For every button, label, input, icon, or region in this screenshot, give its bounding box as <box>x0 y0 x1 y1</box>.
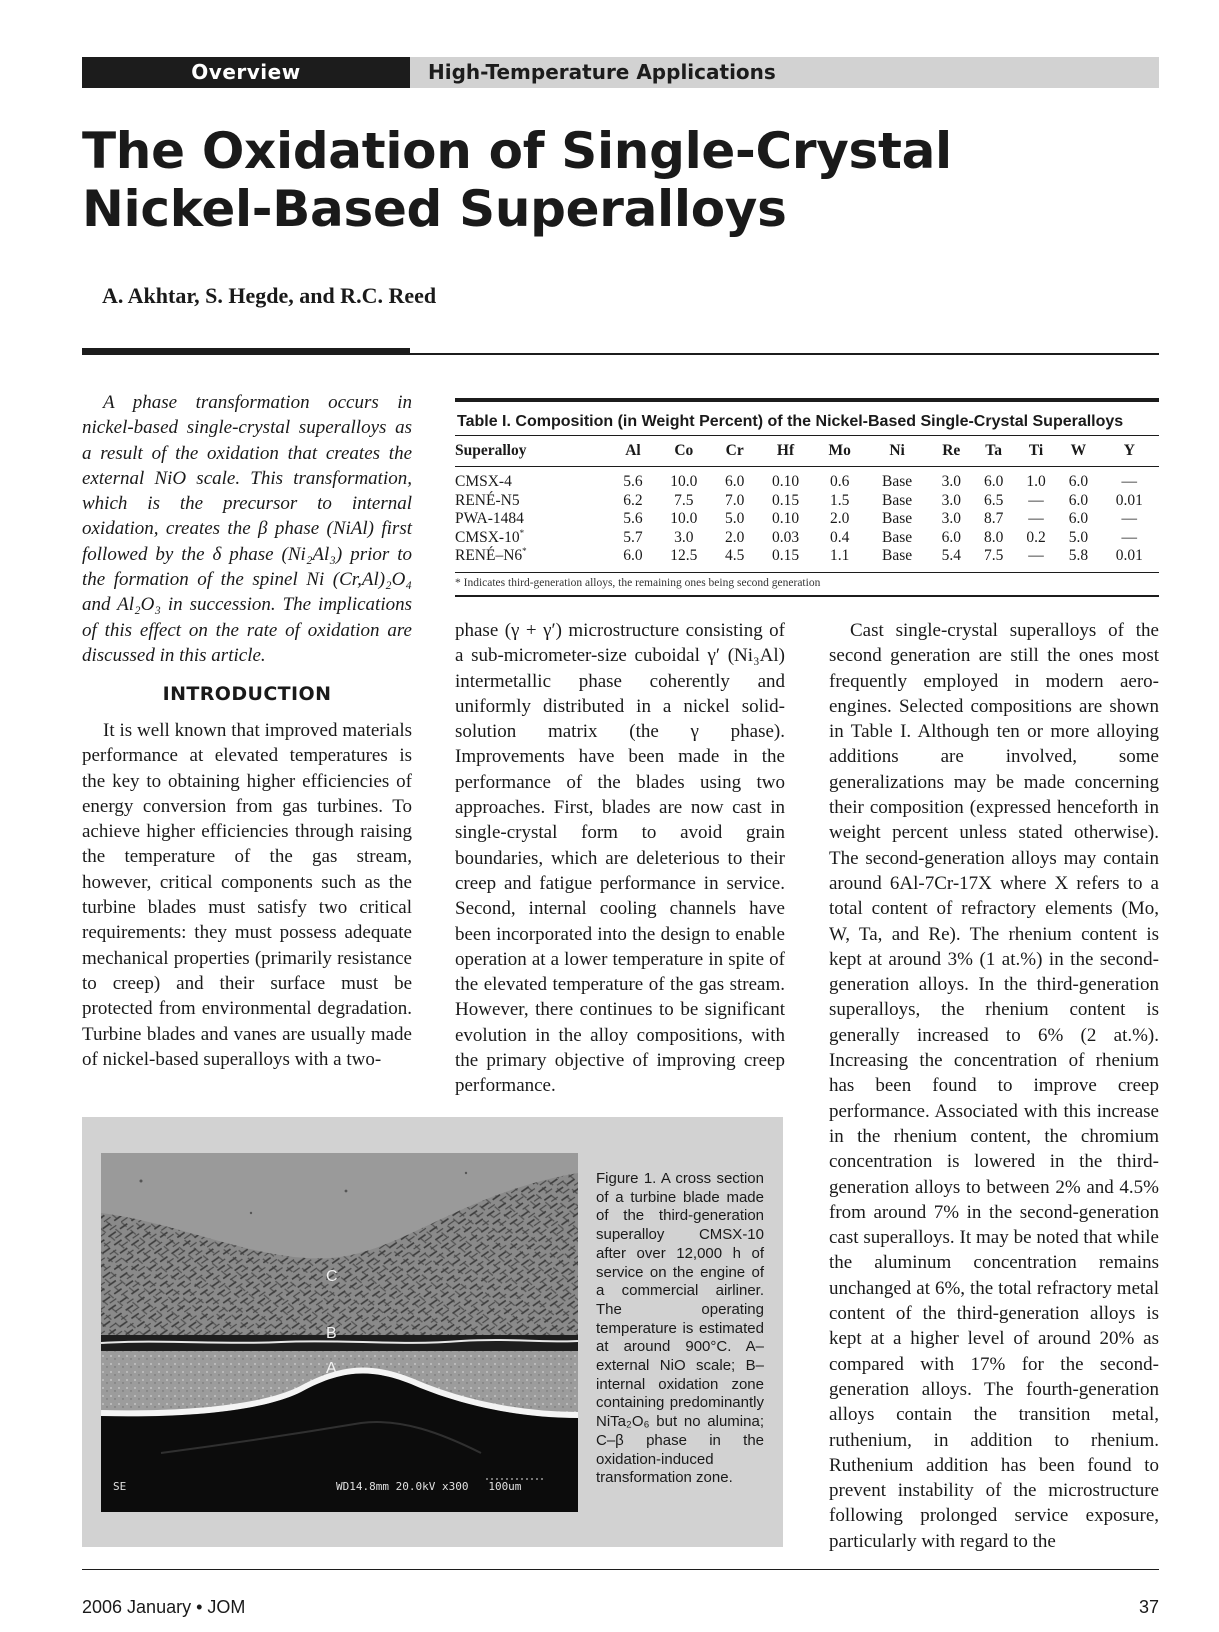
table-cell: Base <box>882 528 913 546</box>
table-cell: 0.2 <box>1026 528 1046 546</box>
alloy-name-text: CMSX-4 <box>455 473 512 490</box>
table-cell: — <box>1028 547 1044 564</box>
table-body <box>455 467 1159 572</box>
section-label: Overview <box>191 60 301 84</box>
table-cell: 5.7 <box>623 528 643 546</box>
figure-caption: Figure 1. A cross section of a turbine blade made of the third-generation superalloy CMSX-10 after over 12,000 h of service on the engine of a commercial airliner. The operating temperature is estimated at around 900°C. A–external NiO scale; B–internal oxidation zone containing predominantly NiTa₂O₆ but no alumina; C–β phase in the oxidation-induced transformation zone. <box>596 1170 764 1487</box>
paragraph-continued: phase (γ + γ′) microstructure consisting of a sub-micrometer-size cuboidal γ′ (Ni₃Al) intermetallic phase coherently and uniformly distributed in a nickel solid-solution matrix (the γ phase). Improvements have been made in the performance of the blades using two approaches. First, blades are now cast in single-crystal form to avoid grain boundaries, which are deleterious to their creep and fatigue performance in service. Second, internal cooling channels have been incorporated into the design to enable operation at a lower temperature in spite of the elevated temperature of the gas stream. However, there continues to be significant evolution in the alloy compositions, with the primary objective of improving creep performance. <box>455 620 785 1097</box>
alloy-name <box>455 529 612 548</box>
divider-thin <box>410 353 1159 355</box>
body-column-2 <box>455 618 785 1099</box>
table-row <box>455 510 1159 529</box>
table-cell: 5.8 <box>1068 547 1089 564</box>
authors: A. Akhtar, S. Hegde, and R.C. Reed <box>102 283 437 308</box>
alloy-name-text: RENÉ–N6 <box>455 547 523 564</box>
body-column-1 <box>82 718 412 1072</box>
title-line-1: The Oxidation of Single-Crystal <box>82 122 952 180</box>
abstract-text: A phase transformation occurs in nickel-based single-crystal superalloys as a result of the oxidation that creates the external NiO scale. This transformation, which is the precursor to internal oxidation, creates the β phase (NiAl) first followed by the δ phase (Ni₂Al₃) prior to the formation of the spinel Ni (Cr,Al)₂O₄ and Al₂O₃ in succession. The implications of this effect on the rate of oxidation are discussed in this article. <box>82 392 412 666</box>
zone-label-a: A <box>326 1360 337 1377</box>
column-header: Mo <box>815 436 864 467</box>
column-header: Al <box>612 436 654 467</box>
table-cell: 6.0 <box>724 473 745 490</box>
table-cell: 0.03 <box>771 528 800 546</box>
table-cell: 5.0 <box>724 510 745 527</box>
body-column-3 <box>829 618 1159 1554</box>
table-cell: 6.0 <box>1068 491 1089 509</box>
column-header: Re <box>930 436 972 467</box>
sem-mode: SE <box>113 1480 127 1493</box>
table-cell: 0.4 <box>829 528 850 546</box>
table-cell: 6.0 <box>1068 473 1089 490</box>
table-cell: 10.0 <box>670 473 698 490</box>
paragraph-intro: It is well known that improved materials performance at elevated temperatures is the key to obtaining higher efficiencies of energy conversion from gas turbines. To achieve higher efficiencies through raising the temperature of the gas stream, however, critical components such as the turbine blades must satisfy two critical requirements: they must possess adequate mechanical properties (primarily resistance to creep) and their surface must be protected from environmental degradation. Turbine blades and vanes are usually made of nickel-based superalloys with a two- <box>82 720 412 1070</box>
column-header: Y <box>1100 436 1159 467</box>
alloy-name-text: CMSX-10 <box>455 528 520 546</box>
sem-micrograph <box>101 1153 578 1512</box>
table-row <box>455 467 1159 492</box>
table-cell: 5.6 <box>623 510 643 527</box>
alloy-name-text: RENÉ-N5 <box>455 491 520 509</box>
table-cell: — <box>1028 510 1044 527</box>
table-cell: 0.15 <box>771 491 800 509</box>
third-gen-marker: * <box>519 527 525 538</box>
table-cell: 2.0 <box>829 510 850 527</box>
table-row <box>455 492 1159 511</box>
divider-thick <box>82 348 410 355</box>
table-cell: 3.0 <box>941 510 961 527</box>
alloy-name <box>455 547 612 572</box>
table-cell: 5.0 <box>1068 528 1089 546</box>
table-cell: — <box>1121 528 1138 546</box>
table-cell: 1.0 <box>1026 473 1046 490</box>
column-header: Co <box>654 436 713 467</box>
table-cell: 0.15 <box>771 547 800 564</box>
table-cell: Base <box>882 473 913 490</box>
alloy-name <box>455 510 612 529</box>
footer-rule <box>82 1569 1159 1570</box>
table-cell: 3.0 <box>941 473 961 490</box>
section-heading-introduction: INTRODUCTION <box>162 683 332 705</box>
table-cell: — <box>1121 510 1138 527</box>
table-cell: 3.0 <box>674 528 694 546</box>
table-cell: 0.10 <box>771 473 800 490</box>
table-cell: Base <box>882 510 913 527</box>
table-cell: 2.0 <box>724 528 745 546</box>
column-header: Cr <box>713 436 755 467</box>
table-cell: 0.10 <box>771 510 800 527</box>
sem-parameters: WD14.8mm 20.0kV x300 100um <box>336 1480 522 1493</box>
table-cell: 7.0 <box>724 491 745 509</box>
zone-label-b: B <box>326 1325 337 1342</box>
table-cell: 6.0 <box>983 473 1004 490</box>
table-cell: 7.5 <box>983 547 1004 564</box>
table-header-row <box>455 436 1159 467</box>
table-cell: 8.7 <box>983 510 1004 527</box>
journal-issue: 2006 January • JOM <box>82 1597 246 1617</box>
column-header: Ti <box>1015 436 1057 467</box>
table-cell: 12.5 <box>670 547 698 564</box>
composition-data <box>455 436 1159 572</box>
article-title <box>82 122 1152 238</box>
table-cell: 6.0 <box>623 547 643 564</box>
table-cell: 1.1 <box>829 547 850 564</box>
table-cell: 5.4 <box>941 547 961 564</box>
composition-table <box>455 398 1159 597</box>
abstract <box>82 390 412 668</box>
table-cell: Base <box>882 491 913 509</box>
zone-label-c: C <box>326 1268 338 1285</box>
column-header: Superalloy <box>455 436 612 467</box>
table-cell: 10.0 <box>670 510 698 527</box>
table-cell: 5.6 <box>623 473 643 490</box>
table-cell: 0.6 <box>829 473 850 490</box>
table-cell: 1.5 <box>829 491 850 509</box>
category-bar <box>410 57 1159 88</box>
table-cell: 6.2 <box>623 491 643 509</box>
table-cell: Base <box>882 547 913 564</box>
column-header: Ni <box>864 436 930 467</box>
third-gen-marker: * <box>522 545 527 556</box>
table-row <box>455 529 1159 548</box>
section-tab <box>82 57 410 88</box>
table-bottom-rule <box>455 595 1159 597</box>
table-cell: 6.0 <box>941 528 961 546</box>
table-cell: 0.01 <box>1115 547 1143 564</box>
table-cell: 0.01 <box>1115 491 1143 509</box>
table-cell: 7.5 <box>674 491 694 509</box>
table-row <box>455 547 1159 572</box>
page-number: 37 <box>1138 1597 1159 1617</box>
table-cell: — <box>1121 473 1138 490</box>
table-cell: 4.5 <box>724 547 745 564</box>
table-footnote: * Indicates third-generation alloys, the remaining ones being second generation <box>455 572 1159 595</box>
table-cell: — <box>1028 491 1044 509</box>
column-header: W <box>1057 436 1099 467</box>
column-header: Ta <box>972 436 1014 467</box>
table-title: Table I. Composition (in Weight Percent) of the Nickel-Based Single-Crystal Superalloys <box>457 413 1124 430</box>
category-label: High-Temperature Applications <box>428 60 776 84</box>
table-cell: 6.5 <box>983 491 1004 509</box>
column-header: Hf <box>756 436 815 467</box>
alloy-name <box>455 492 612 511</box>
table-cell: 3.0 <box>941 491 961 509</box>
title-line-2: Nickel-Based Superalloys <box>82 180 787 238</box>
table-cell: 6.0 <box>1068 510 1089 527</box>
table-cell: 8.0 <box>983 528 1004 546</box>
paragraph-compositions: Cast single-crystal superalloys of the second generation are still the ones most frequently employed in modern aero-engines. Selected compositions are shown in Table I. Although ten or more alloying additions are involved, some generalizations may be made concerning their composition (expressed henceforth in weight percent unless stated otherwise). The second-generation alloys may contain around 6Al-7Cr-17X where X refers to a total content of refractory elements (Mo, W, Ta, and Re). The rhenium content is kept at around 3% (1 at.%) in the second-generation alloys. In the third-generation superalloys, the rhenium content is generally increased to 6% (2 at.%). Increasing the concentration of rhenium has been found to improve creep performance. Associated with this increase in the rhenium content, the chromium concentration is lowered in the third-generation alloys to between 2% and 4.5% from around 7% in the second-generation cast superalloys. It may be noted that while the aluminum concentration remains unchanged at 6%, the total refractory metal content of the third-generation alloys is kept at a higher level of around 20% as compared with 17% for the second-generation alloys. The fourth-generation alloys contain the transition metal, ruthenium, in addition to rhenium. Ruthenium addition has been found to prevent instability of the microstructure following prolonged service exposure, particularly with regard to the <box>829 620 1159 1552</box>
alloy-name-text: PWA-1484 <box>455 510 524 527</box>
alloy-name <box>455 467 612 492</box>
